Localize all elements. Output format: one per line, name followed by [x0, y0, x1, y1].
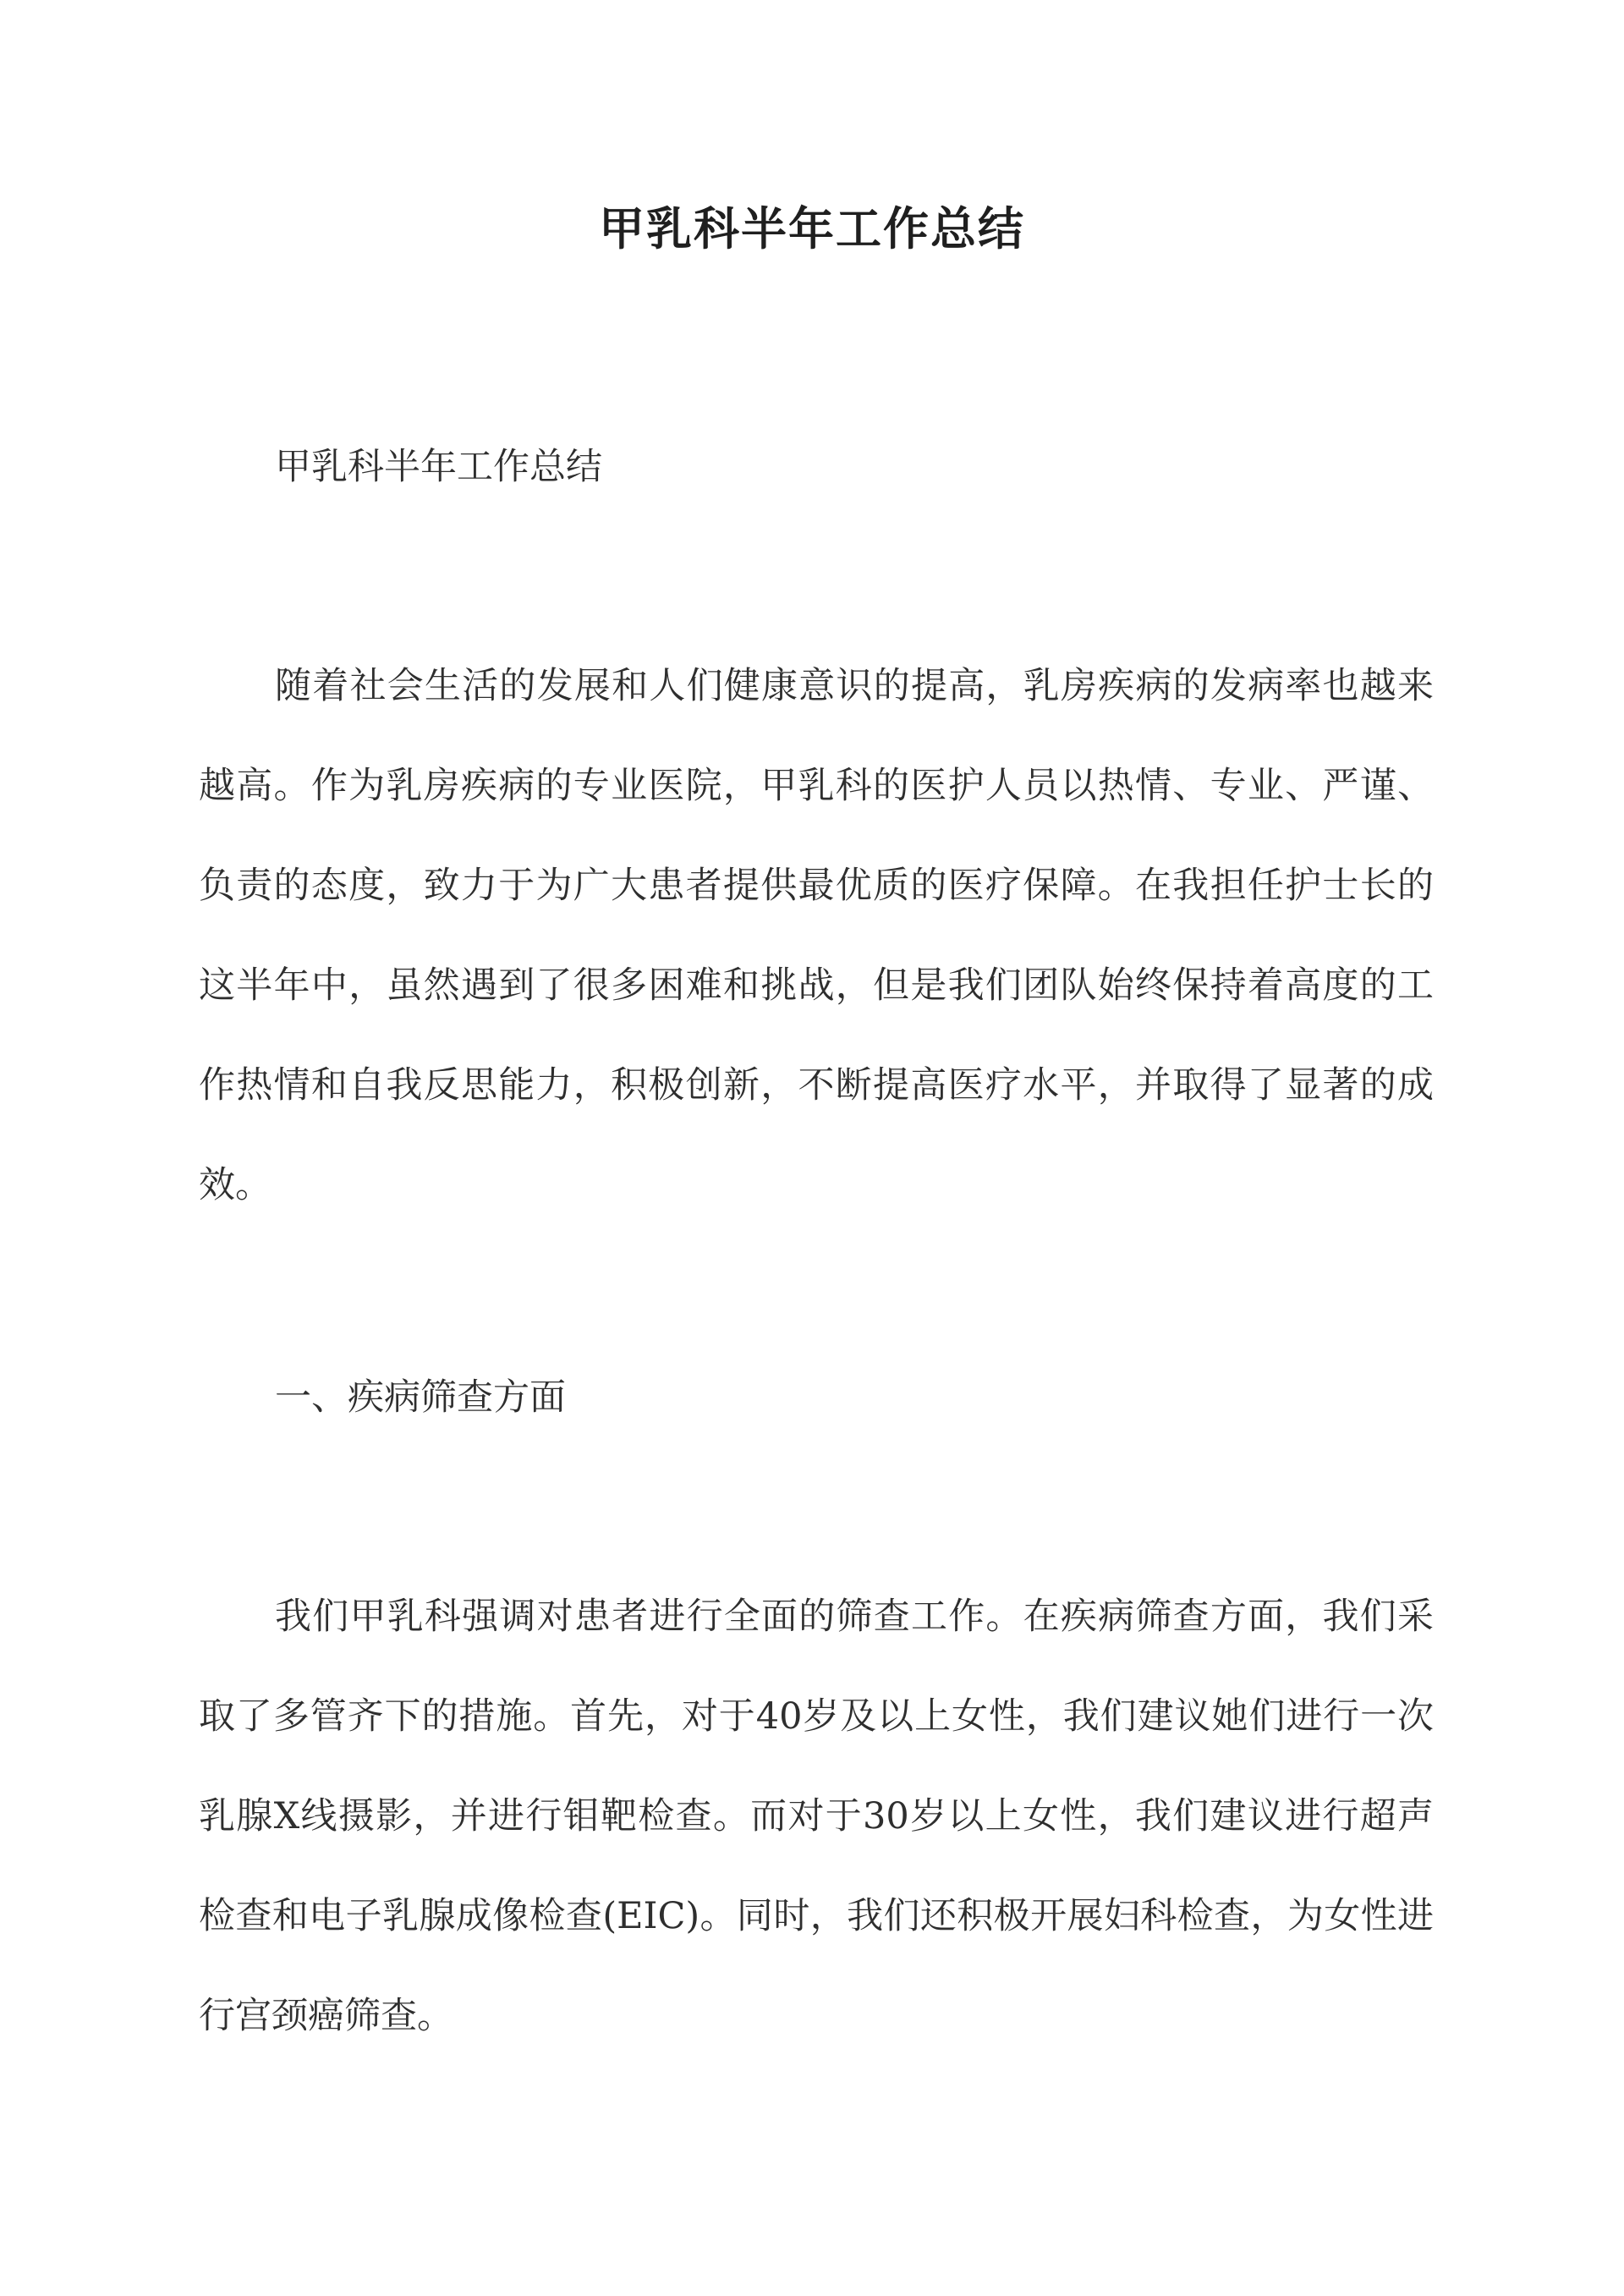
intro-paragraph: 随着社会生活的发展和人们健康意识的提高，乳房疾病的发病率也越来越高。作为乳房疾病的专业医院，甲乳科的医护人员以热情、专业、严谨、负责的态度，致力于为广大患者提供最优质的医疗保障。在我担任护士长的这半年中，虽然遇到了很多困难和挑战，但是我们团队始终保持着高度的工作热情和自我反思能力，积极创新，不断提高医疗水平，并取得了显著的成效。: [199, 665, 1434, 1206]
screening-paragraph: 我们甲乳科强调对患者进行全面的筛查工作。在疾病筛查方面，我们采取了多管齐下的措施。首先，对于40岁及以上女性，我们建议她们进行一次乳腺X线摄影，并进行钼靶检查。而对于30岁以上女性，我们建议进行超声检查和电子乳腺成像检查(EIC)。同时，我们还积极开展妇科检查，为女性进行宫颈癌筛查。: [199, 1596, 1434, 2037]
document-title: 甲乳科半年工作总结: [599, 201, 1025, 255]
document-subtitle: 甲乳科半年工作总结: [275, 446, 602, 488]
section-heading-screening: 一、疾病筛查方面: [275, 1376, 566, 1419]
